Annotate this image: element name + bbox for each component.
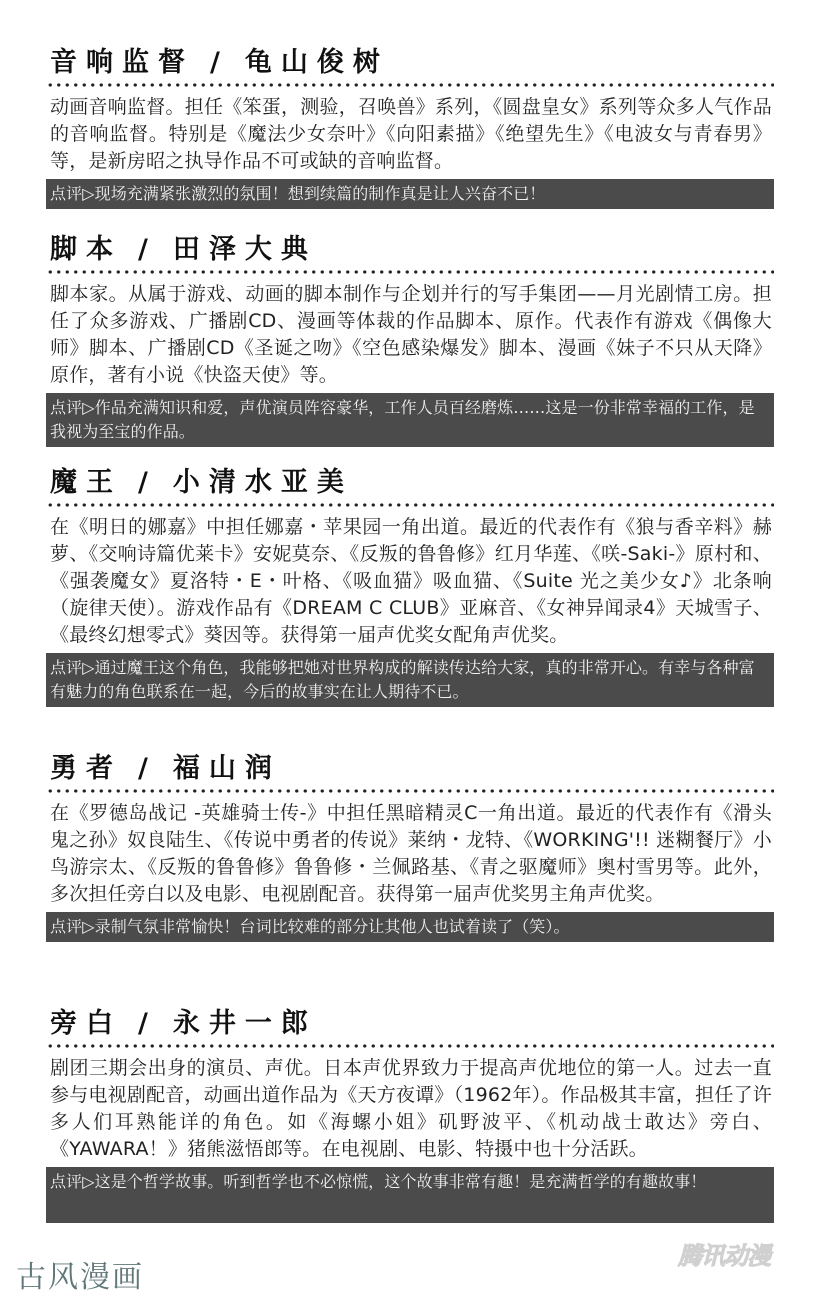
section-title: [46, 752, 774, 786]
comment-bar: 点评▷这是个哲学故事。听到哲学也不必惊慌，这个故事非常有趣！是充满哲学的有趣故事！: [46, 1167, 774, 1223]
cast-section-hero: [46, 752, 774, 942]
bio-text: 在《罗德岛战记 -英雄骑士传-》中担任黑暗精灵C一角出道。最近的代表作有《滑头鬼之孙》奴良陆生、《传说中勇者的传说》莱纳・龙特、《WORKING'!! 迷糊餐厅》小鸟游宗太、《反叛的鲁鲁修》鲁鲁修・兰佩路基、《青之驱魔师》奥村雪男等。此外，多次担任旁白以及电影、电视剧配音。获得第一届声优奖男主角声优奖。: [50, 802, 772, 905]
bio-text: 在《明日的娜嘉》中担任娜嘉・苹果园一角出道。最近的代表作有《狼与香辛料》赫萝、《交响诗篇优莱卡》安妮莫奈、《反叛的鲁鲁修》红月华莲、《咲-Saki-》原村和、《强袭魔女》夏洛特・E・叶格、《吸血猫》吸血猫、《Suite 光之美少女♪》北条响（旋律天使）。游戏作品有《DREAM C CLUB》亚麻音、《女神异闻录4》天城雪子、《最终幻想零式》葵因等。获得第一届声优奖女配角声优奖。: [50, 516, 772, 646]
section-title: [46, 466, 774, 500]
comment-bar: 点评▷录制气氛非常愉快！台词比较难的部分让其他人也试着读了（笑）。: [46, 912, 774, 942]
bio-text: 动画音响监督。担任《笨蛋，测验，召唤兽》系列，《圆盘皇女》系列等众多人气作品的音响监督。特别是《魔法少女奈叶》《向阳素描》《绝望先生》《电波女与青春男》等，是新房昭之执导作品不可或缺的音响监督。: [50, 96, 772, 172]
person-name: 田泽大典: [172, 234, 317, 265]
bio-text: 剧团三期会出身的演员、声优。日本声优界致力于提高声优地位的第一人。过去一直参与电视剧配音，动画出道作品为《天方夜谭》（1962年）。作品极其丰富，担任了许多人们耳熟能详的角色。如《海螺小姐》矶野波平、《机动战士敢达》旁白、《YAWARA！》猪熊滋悟郎等。在电视剧、电影、特摄中也十分活跃。: [50, 1057, 772, 1160]
cast-section-narrator: [46, 1007, 774, 1223]
person-name: 福山润: [172, 753, 281, 784]
role-label: 脚本: [50, 234, 122, 265]
role-label: 魔王: [50, 467, 122, 498]
section-title: [46, 46, 774, 80]
role-label: 旁白: [50, 1008, 122, 1039]
bio-text: 脚本家。从属于游戏、动画的脚本制作与企划并行的写手集团——月光剧情工房。担任了众多游戏、广播剧CD、漫画等体裁的作品脚本、原作。代表作有游戏《偶像大师》脚本、广播剧CD《圣诞之吻》《空色感染爆发》脚本、漫画《妹子不只从天降》原作，著有小说《快盗天使》等。: [50, 283, 772, 386]
role-label: 勇者: [50, 753, 122, 784]
role-label: 音响监督: [50, 47, 194, 78]
comment-bar: 点评▷现场充满紧张激烈的氛围！想到续篇的制作真是让人兴奋不已！: [46, 179, 774, 209]
person-name: 龟山俊树: [244, 47, 389, 78]
title-separator: /: [138, 753, 157, 784]
person-name: 小清水亚美: [172, 467, 353, 498]
tencent-comic-watermark: 腾讯动漫: [678, 1242, 770, 1270]
cast-section-demon-king: [46, 466, 774, 707]
person-name: 永井一郎: [172, 1008, 317, 1039]
comment-bar: 点评▷通过魔王这个角色，我能够把她对世界构成的解读传达给大家，真的非常开心。有幸与各种富有魅力的角色联系在一起，今后的故事实在让人期待不已。: [46, 653, 774, 707]
title-separator: /: [210, 47, 229, 78]
staff-section-script-writer: [46, 233, 774, 447]
title-separator: /: [138, 1008, 157, 1039]
section-title: [46, 233, 774, 267]
section-title: [46, 1007, 774, 1041]
title-separator: /: [138, 234, 157, 265]
gufeng-manhua-logo: 古风漫画: [16, 1260, 144, 1295]
comment-bar: 点评▷作品充满知识和爱，声优演员阵容豪华，工作人员百经磨炼……这是一份非常幸福的工作，是我视为至宝的作品。: [46, 393, 774, 447]
staff-section-sound-director: [46, 46, 774, 209]
title-separator: /: [138, 467, 157, 498]
